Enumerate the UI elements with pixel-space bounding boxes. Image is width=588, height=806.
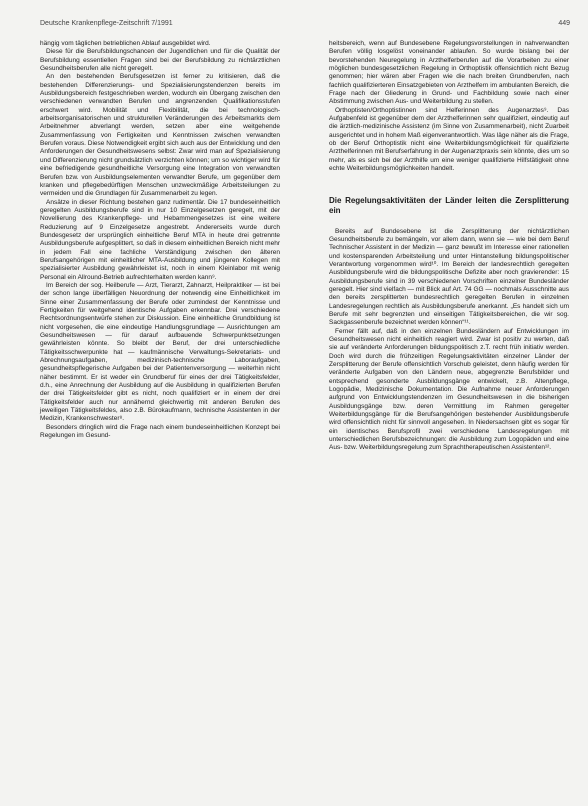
paragraph: heitsbereich, wenn auf Bundesebene Regelungsvorstellungen in nahverwandten Berufen völlig losgelöst voneinander ablaufen. So wurde bislang bei der bevorstehenden Neuregelung in Arzthelferberufen auf die Vorarbeiten zu einer möglichen bundesgesetzlichen Regelung in Orthoptistik offensichtlich nicht Bezug genommen; hier wären aber Fragen wie die nach breiten Grundberufen, nach fachlich qualifizierteren Einsatzgebieten von Arzthelfern im ambulanten Bereich, die Frage nach der Gliederung in Grund- und Fachbildung sowie nach einer Abstimmung zwischen Aus- und Weiterbildung zu stellen. <box>329 40 569 106</box>
paragraph: Orthoptisten/Orthoptistinnen sind Helferinnen des Augenarztes⁹. Das Aufgabenfeld ist gegenüber dem der Arzthelferinnen sehr qualifiziert, eindeutig auf die ärztlich-medizinische Assistenz (im Sinne von Zusammenarbeit), nicht Zuarbeit ausgerichtet und in hohem Maß eigenverantwortlich. Was läge näher als die Frage, ob der Beruf Orthoptistik nicht eine Weiterbildungsmöglichkeit für qualifizierte Arzthelferinnen mit Berufserfahrung in der Augenarztpraxis sein könnte, dies um so mehr, als es sich bei der Arzthilfe um eine weniger qualifizierte Hilfstätigkeit ohne echte Weiterbildungsmöglichkeiten handelt. <box>329 106 569 173</box>
paragraph: Diese für die Berufsbildungschancen der Jugendlichen und für die Qualität der Berufsbildung essentiellen Fragen sind bei der Berufsbildung zu nichtärztlichen Gesundheitsberufen alle nicht geregelt. <box>40 48 280 73</box>
journal-title: Deutsche Krankenpflege-Zeitschrift 7/1991 <box>40 20 173 27</box>
paragraph: Bereits auf Bundesebene ist die Zersplitterung der nichtärztlichen Gesundheitsberufe zu bemängeln, vor allem dann, wenn sie — wie bei dem Beruf Technischer Assistent in der Medizin — ganz bewußt im Interesse einer rationellen und kostensparenden Arbeitsteilung und unter Hintanstellung bildungspolitischer Verantwortung vorgenommen wird¹⁰. Im Bereich der landesrechtlich geregelten Ausbildungsberufe wird die bildungspolitische Defizite aber noch gravierender: 15 Ausbildungsberufe sind in 39 verschiedenen Vorschriften einzelner Bundesländer geregelt. Hier sind vielfach — mit Blick auf Art. 74 GG — nochmals Ausschnitte aus den bereits zersplitterten bundesrechtlich geregelten Berufen in einzelnen Landesregelungen rechtlich als Ausbildungsberufe anerkannt. „Es handelt sich um Berufe mit sehr begrenzten und einseitigen Tätigkeitsbereichen, die wir sog. Sackgassenberufe bezeichnet werden können“¹¹. <box>329 227 569 327</box>
paragraph: Besonders dringlich wird die Frage nach einem bundeseinheitlichen Konzept bei Regelungen im Gesund- <box>40 423 280 440</box>
page-header <box>40 20 570 32</box>
paragraph: hängig vom täglichen betrieblichen Ablauf ausgebildet wird. <box>40 40 211 47</box>
left-column <box>40 40 280 441</box>
paragraph: An den bestehenden Berufsgesetzen ist ferner zu kritisieren, daß die bestehenden Differenzierungs- und Spezialisierungstendenzen bereits im Ausbildungsbereich festgeschrieben werden, wodurch ein Übergang zwischen den verschiedenen verwandten Berufen und angrenzenden Qualifikationsstufen erschwert wird. Mobilität und Flexibilität, die bei technologisch-arbeitsorganisatorischen und strukturellen Veränderungen des Arbeitsmarkts dem Arbeitnehmer abverlangt werden, setzen aber eine weitgehende Zusammenfassung von Fertigkeiten und Kenntnissen zwischen verwandten Berufen voraus. Diese Notwendigkeit ergibt sich auch aus der Entwicklung und den Anforderungen der Gesundheitswesens selbst: Zwar wird man auf Spezialisierung und Differenzierung nicht grundsätzlich verzichten können; um so wichtiger wird für eine befriedigende gesundheitliche Versorgung eine Integration von verwandten Berufen bzw. von Ausbildungselementen verwandter Berufe, um gegenüber dem kranken und pflegebedürftigen Menschen unzweckmäßige Arbeitsteilungen zu vermeiden und die Grundlagen für Zusammenarbeit zu legen. <box>40 73 280 198</box>
section-heading: Die Regelungsaktivitäten der Länder leiten die Zersplitterung ein <box>329 195 569 215</box>
paragraph: Ferner fällt auf, daß in den einzelnen Bundesländern auf Entwicklungen im Gesundheitswesen nicht einheitlich reagiert wird. Zwar ist positiv zu werten, daß sie auf veränderte Anforderungen bildungspolitisch z.T. recht früh initiativ werden. Doch wird durch die frühzeitigen Regelungsaktivitäten einzelner Länder der Zersplitterung der Berufe offensichtlich Vorschub geleistet, denn häufig werden für veränderte Aufgaben von den Ländern neue, abgegrenzte Berufsbilder und entsprechend gesonderte Ausbildungsgänge entwickelt, z.B. Altenpflege, Logopädie, Medizinische Dokumentation. Die Aufnahme neuer Anforderungen aufgrund von Entwicklungstendenzen im Gesundheitswesen in die bisherigen Ausbildungsgänge bzw. deren Vermittlung im Rahmen geregelter Weiterbildungsgänge für die Berufsangehörigen bestehender Ausbildungsberufe wird offensichtlich nicht für sinnvoll angesehen. In Niedersachsen gibt es sogar für ein identisches Berufsprofil zwei verschiedene Landesregelungen mit unterschiedlichen Berufsbezeichnungen: die Ausbildung zum Logopäden und eine Aus- bzw. Weiterbildungsregelung zum Sprachtherapeutischen Assistenten¹². <box>329 327 569 452</box>
right-column <box>329 40 569 453</box>
paragraph: Ansätze in dieser Richtung bestehen ganz rudimentär. Die 17 bundeseinheitlich geregelten Ausbildungsberufe sind in nur 10 Einzelgesetzen geregelt, mit der Novellierung des Krankenpflege- und Hebammengesetzes ist eine weitere Reduzierung auf 9 Einzelgesetze angestrebt. Andererseits wurde durch Bundesgesetz der ursprünglich einheitliche Beruf MTA in heute drei getrennte Ausbildungsberufe aufgesplittert, so daß in diesem einheitlichen Bereich nicht mehr in jedem Fall eine fachliche Verständigung zwischen den älteren Berufsangehörigen mit einheitlicher MTA-Ausbildung und jüngeren Kollegen mit spezialisierter Ausbildung gewährleistet ist, noch in einem Kleinlabor mit wenig Personal ein Allround-Betrieb aufrechterhalten werden kann⁹. <box>40 198 280 281</box>
paragraph: Im Bereich der sog. Heilberufe — Arzt, Tierarzt, Zahnarzt, Heilpraktiker — ist bei der schon lange überfälligen Neuordnung der notwendig eine Einheitlichkeit im Sinne einer Zusammenfassung der Berufe oder zumindest der Kenntnisse und Fertigkeiten für weitgehend identische Aufgaben erkennbar. Drei verschiedene Rechtsordnungsentwürfe stehen zur Diskussion. Eine einheitliche Grundbildung ist nicht vorgesehen, die eine eindeutige Handlungsgrundlage — Ausrichtungen am Gesundheitswesen — für darauf aufbauende Schwerpunktsetzungen gewährleisten könnte. So bleibt der Beruf, der drei unterschiedliche Tätigkeitsschwerpunkte hat — kaufmännische Verwaltungs-Sekretariats- und Abrechnungsaufgaben, medizinisch-technische Laboraufgaben, gesundheitspflegerische Aufgaben bei der Patientenversorgung — weiterhin nicht näher bestimmt. Er ist weder ein Grundberuf für eines der drei Tätigkeitsfelder, d.h., eine Anrechnung der Ausbildung auf die Ausbildung in qualifizierten Berufen der drei Tätigkeitsfelder gibt es nicht, noch qualifiziert er in einem der drei Tätigkeitsfelder auch nur annähernd gleichwertig mit anderen Berufen des jeweiligen Tätigkeitsfeldes, also z.B. Bürokaufmann, technische Assistenten in der Medizin, Krankenschwester⁸. <box>40 281 280 423</box>
page-number: 449 <box>558 20 570 27</box>
